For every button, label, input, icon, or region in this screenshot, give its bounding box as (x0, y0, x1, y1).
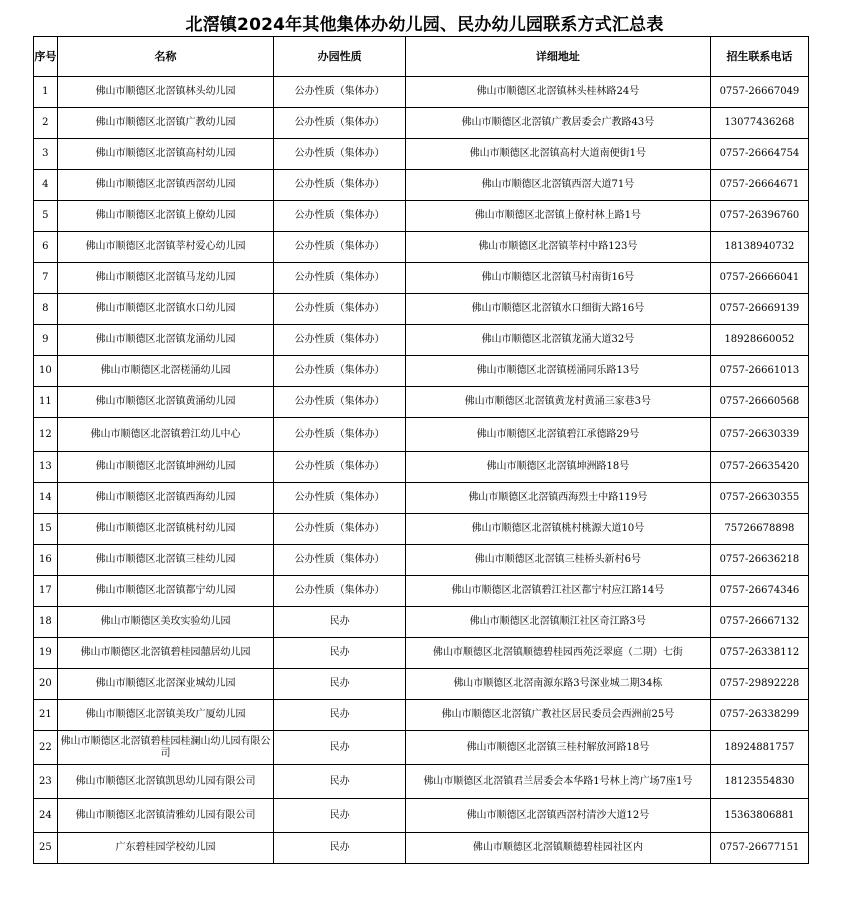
table-row (34, 700, 809, 731)
row-address: 佛山市顺德区北滘镇顺德碧桂园社区内 (405, 833, 710, 864)
row-index: 20 (34, 669, 58, 700)
table-row (34, 325, 809, 356)
row-nature: 民办 (274, 700, 406, 731)
row-nature: 公办性质（集体办） (274, 170, 406, 201)
row-name: 佛山市顺德区北滘镇林头幼儿园 (57, 77, 274, 108)
row-address: 佛山市顺德区北滘镇龙涌大道32号 (405, 325, 710, 356)
row-name: 佛山市顺德区北滘镇碧桂园囍居幼儿园 (57, 638, 274, 669)
row-nature: 公办性质（集体办） (274, 387, 406, 418)
row-name: 佛山市顺德区北滘深业城幼儿园 (57, 669, 274, 700)
row-phone: 0757-26636218 (710, 545, 808, 576)
row-nature: 公办性质（集体办） (274, 201, 406, 232)
row-phone: 0757-26667132 (710, 607, 808, 638)
row-name: 佛山市顺德区北滘镇水口幼儿园 (57, 294, 274, 325)
row-nature: 公办性质（集体办） (274, 232, 406, 263)
row-address: 佛山市顺德区北滘镇莘村中路123号 (405, 232, 710, 263)
row-address: 佛山市顺德区北滘镇坤洲路18号 (405, 452, 710, 483)
row-address: 佛山市顺德区北滘镇槎涌同乐路13号 (405, 356, 710, 387)
table-row (34, 638, 809, 669)
row-name: 佛山市顺德区北滘镇西海幼儿园 (57, 483, 274, 514)
row-phone: 0757-26630355 (710, 483, 808, 514)
table-row (34, 576, 809, 607)
table-row (34, 170, 809, 201)
table-row (34, 545, 809, 576)
row-address: 佛山市顺德区北滘镇林头桂林路24号 (405, 77, 710, 108)
row-address: 佛山市顺德区北滘镇广教居委会广教路43号 (405, 108, 710, 139)
table-row (34, 139, 809, 170)
row-index: 15 (34, 514, 58, 545)
row-phone: 0757-26664754 (710, 139, 808, 170)
row-index: 25 (34, 833, 58, 864)
row-address: 佛山市顺德区北滘镇广教社区居民委员会西洲前25号 (405, 700, 710, 731)
row-phone: 0757-29892228 (710, 669, 808, 700)
row-name: 佛山市顺德区北滘镇坤洲幼儿园 (57, 452, 274, 483)
row-phone: 18928660052 (710, 325, 808, 356)
row-name: 佛山市顺德区北滘镇都宁幼儿园 (57, 576, 274, 607)
row-address: 佛山市顺德区北滘镇西滘村清沙大道12号 (405, 799, 710, 833)
row-index: 24 (34, 799, 58, 833)
row-index: 16 (34, 545, 58, 576)
row-nature: 公办性质（集体办） (274, 545, 406, 576)
row-address: 佛山市顺德区北滘镇西海烈士中路119号 (405, 483, 710, 514)
row-index: 1 (34, 77, 58, 108)
row-index: 11 (34, 387, 58, 418)
row-nature: 民办 (274, 799, 406, 833)
row-nature: 公办性质（集体办） (274, 108, 406, 139)
row-name: 佛山市顺德区北滘镇上僚幼儿园 (57, 201, 274, 232)
kindergarten-contact-table (33, 36, 809, 864)
row-nature: 公办性质（集体办） (274, 418, 406, 452)
row-phone: 0757-26669139 (710, 294, 808, 325)
row-index: 21 (34, 700, 58, 731)
row-address: 佛山市顺德区北滘镇顺江社区奇江路3号 (405, 607, 710, 638)
header-name: 名称 (57, 37, 274, 77)
row-name: 佛山市顺德区北滘槎涌幼儿园 (57, 356, 274, 387)
row-nature: 公办性质（集体办） (274, 452, 406, 483)
row-address: 佛山市顺德区北滘镇马村南街16号 (405, 263, 710, 294)
row-address: 佛山市顺德区北滘南源东路3号深业城二期34栋 (405, 669, 710, 700)
row-phone: 0757-26660568 (710, 387, 808, 418)
row-nature: 民办 (274, 731, 406, 765)
row-address: 佛山市顺德区北滘镇西滘大道71号 (405, 170, 710, 201)
row-index: 2 (34, 108, 58, 139)
row-phone: 18138940732 (710, 232, 808, 263)
row-index: 23 (34, 765, 58, 799)
row-index: 7 (34, 263, 58, 294)
row-index: 6 (34, 232, 58, 263)
table-row (34, 483, 809, 514)
row-nature: 公办性质（集体办） (274, 356, 406, 387)
row-nature: 民办 (274, 638, 406, 669)
row-name: 佛山市顺德区北滘镇碧桂园桂澜山幼儿园有限公司 (57, 731, 274, 765)
row-name: 佛山市顺德区北滘镇清雅幼儿园有限公司 (57, 799, 274, 833)
row-phone: 13077436268 (710, 108, 808, 139)
row-index: 13 (34, 452, 58, 483)
row-name: 广东碧桂园学校幼儿园 (57, 833, 274, 864)
row-index: 19 (34, 638, 58, 669)
row-phone: 0757-26674346 (710, 576, 808, 607)
row-nature: 公办性质（集体办） (274, 483, 406, 514)
table-row (34, 765, 809, 799)
row-index: 10 (34, 356, 58, 387)
row-phone: 0757-26666041 (710, 263, 808, 294)
row-name: 佛山市顺德区北滘镇美玫广厦幼儿园 (57, 700, 274, 731)
row-phone: 0757-26338299 (710, 700, 808, 731)
table-row (34, 294, 809, 325)
row-nature: 民办 (274, 765, 406, 799)
row-name: 佛山市顺德区北滘镇碧江幼儿中心 (57, 418, 274, 452)
row-phone: 0757-26661013 (710, 356, 808, 387)
row-address: 佛山市顺德区北滘镇水口细街大路16号 (405, 294, 710, 325)
header-index: 序号 (34, 37, 58, 77)
row-name: 佛山市顺德区北滘镇莘村爱心幼儿园 (57, 232, 274, 263)
row-name: 佛山市顺德区北滘镇马龙幼儿园 (57, 263, 274, 294)
row-phone: 0757-26667049 (710, 77, 808, 108)
table-row (34, 607, 809, 638)
row-phone: 0757-26630339 (710, 418, 808, 452)
row-phone: 0757-26664671 (710, 170, 808, 201)
table-row (34, 669, 809, 700)
table-row (34, 387, 809, 418)
row-index: 12 (34, 418, 58, 452)
row-phone: 0757-26338112 (710, 638, 808, 669)
row-address: 佛山市顺德区北滘镇高村大道南便街1号 (405, 139, 710, 170)
table-row (34, 731, 809, 765)
table-row (34, 201, 809, 232)
table-header-row (34, 37, 809, 77)
row-address: 佛山市顺德区北滘镇君兰居委会本华路1号林上湾广场7座1号 (405, 765, 710, 799)
row-phone: 0757-26635420 (710, 452, 808, 483)
row-index: 5 (34, 201, 58, 232)
table-row (34, 232, 809, 263)
table-row (34, 418, 809, 452)
table-row (34, 799, 809, 833)
table-row (34, 514, 809, 545)
row-address: 佛山市顺德区北滘镇三桂村解放河路18号 (405, 731, 710, 765)
table-row (34, 263, 809, 294)
row-name: 佛山市顺德区北滘镇西滘幼儿园 (57, 170, 274, 201)
header-address: 详细地址 (405, 37, 710, 77)
row-nature: 民办 (274, 833, 406, 864)
row-phone: 15363806881 (710, 799, 808, 833)
row-index: 4 (34, 170, 58, 201)
row-nature: 民办 (274, 669, 406, 700)
row-nature: 民办 (274, 607, 406, 638)
row-nature: 公办性质（集体办） (274, 514, 406, 545)
header-nature: 办园性质 (274, 37, 406, 77)
row-index: 17 (34, 576, 58, 607)
row-nature: 公办性质（集体办） (274, 294, 406, 325)
row-address: 佛山市顺德区北滘镇碧江承德路29号 (405, 418, 710, 452)
row-name: 佛山市顺德区北滘镇桃村幼儿园 (57, 514, 274, 545)
row-address: 佛山市顺德区北滘镇黄龙村黄涌三家巷3号 (405, 387, 710, 418)
row-index: 3 (34, 139, 58, 170)
row-nature: 公办性质（集体办） (274, 77, 406, 108)
row-name: 佛山市顺德区北滘镇龙涌幼儿园 (57, 325, 274, 356)
row-name: 佛山市顺德区北滘镇凯思幼儿园有限公司 (57, 765, 274, 799)
table-row (34, 108, 809, 139)
row-address: 佛山市顺德区北滘镇顺德碧桂园西苑泛翠庭（二期）七街 (405, 638, 710, 669)
row-index: 22 (34, 731, 58, 765)
page-title: 北滘镇2024年其他集体办幼儿园、民办幼儿园联系方式汇总表 (185, 15, 664, 35)
row-address: 佛山市顺德区北滘镇三桂桥头新村6号 (405, 545, 710, 576)
header-phone: 招生联系电话 (710, 37, 808, 77)
row-nature: 公办性质（集体办） (274, 325, 406, 356)
row-phone: 0757-26396760 (710, 201, 808, 232)
row-index: 14 (34, 483, 58, 514)
row-name: 佛山市顺德区北滘镇广教幼儿园 (57, 108, 274, 139)
row-name: 佛山市顺德区北滘镇高村幼儿园 (57, 139, 274, 170)
table-row (34, 452, 809, 483)
table-row (34, 356, 809, 387)
row-nature: 公办性质（集体办） (274, 263, 406, 294)
row-phone: 18123554830 (710, 765, 808, 799)
row-name: 佛山市顺德区美玫实验幼儿园 (57, 607, 274, 638)
row-index: 18 (34, 607, 58, 638)
row-address: 佛山市顺德区北滘镇桃村桃源大道10号 (405, 514, 710, 545)
table-row (34, 77, 809, 108)
row-nature: 公办性质（集体办） (274, 576, 406, 607)
row-phone: 75726678898 (710, 514, 808, 545)
row-name: 佛山市顺德区北滘镇黄涌幼儿园 (57, 387, 274, 418)
table-row (34, 833, 809, 864)
row-phone: 0757-26677151 (710, 833, 808, 864)
row-address: 佛山市顺德区北滘镇上僚村林上路1号 (405, 201, 710, 232)
row-phone: 18924881757 (710, 731, 808, 765)
row-index: 9 (34, 325, 58, 356)
row-name: 佛山市顺德区北滘镇三桂幼儿园 (57, 545, 274, 576)
row-index: 8 (34, 294, 58, 325)
row-address: 佛山市顺德区北滘镇碧江社区都宁村应江路14号 (405, 576, 710, 607)
row-nature: 公办性质（集体办） (274, 139, 406, 170)
